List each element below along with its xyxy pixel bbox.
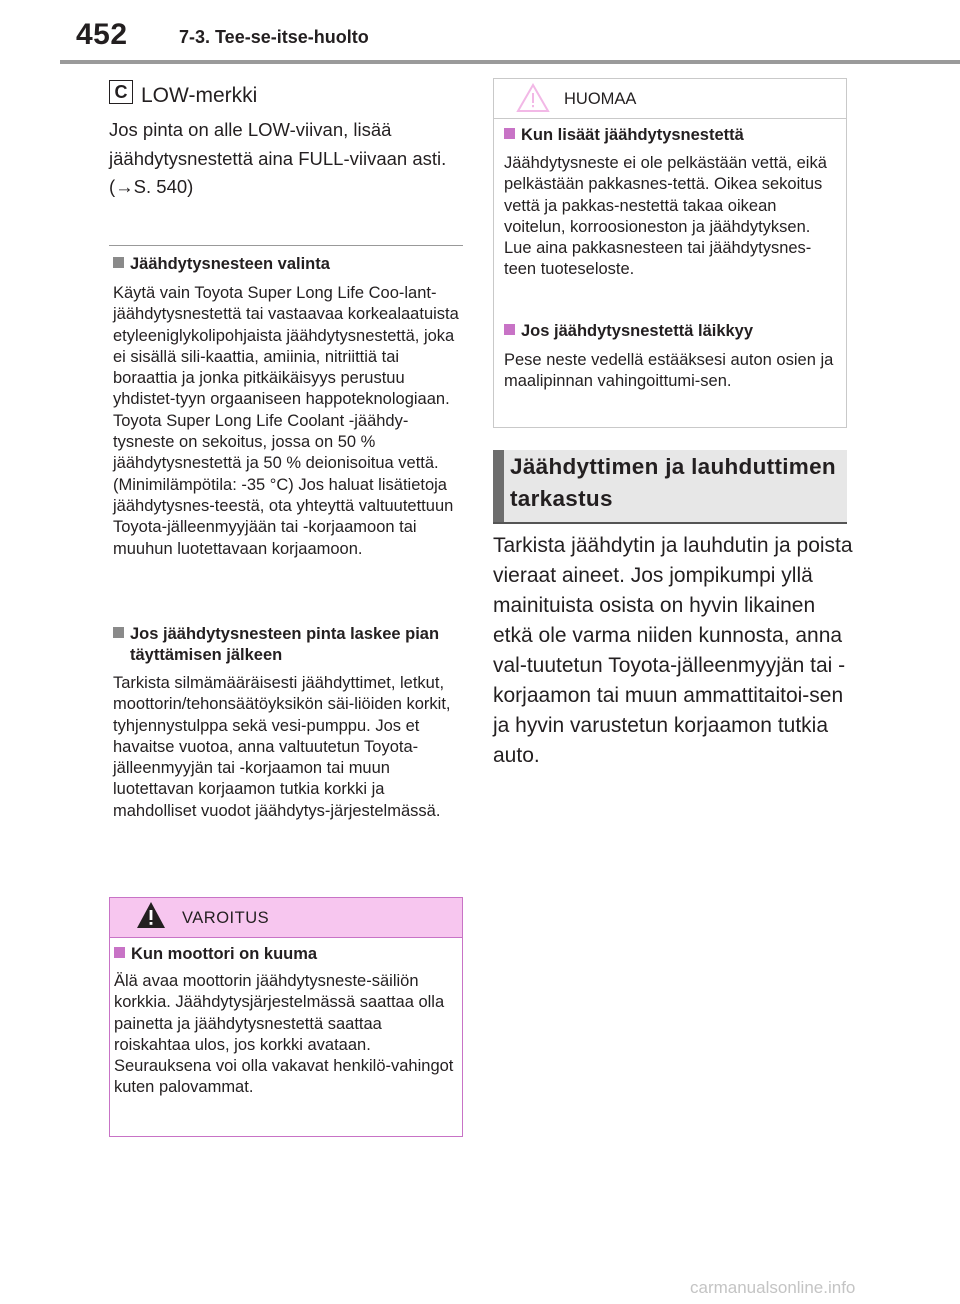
notice-heading-1 <box>504 125 834 146</box>
header-rule <box>60 60 960 64</box>
warning-triangle-icon <box>136 901 166 929</box>
square-bullet-icon <box>504 128 515 139</box>
low-mark-body <box>109 116 469 202</box>
coolant-choice-heading <box>113 254 465 275</box>
marker-c: C <box>109 80 133 104</box>
section-heading-bar <box>493 450 504 522</box>
coolant-drops-body: Tarkista silmämääräisesti jäähdyttimet, letkut, moottorin/tehonsäätöyksikön säi-liöiden korkit, tyhjennystulppa sekä vesi-pumppu. Jos et havaitse vuotoa, anna valtuutetun Toyota-jälleenmyyjän tai -korjaamon tai muun luotettavan korjaamon tutkia korkki ja mahdolliset vuodot jäähdytys-järjestelmässä. <box>113 674 451 820</box>
caution-triangle-icon <box>516 83 550 113</box>
warning-body: Älä avaa moottorin jäähdytysneste-säiliön korkkia. Jäähdytysjärjestelmässä saattaa olla painetta ja jäähdytysnestettä saattaa roiskahtaa ulos, jos korkki avataan. Seurauksena voi olla vakavat henkilö-vahingot kuten palovammat. <box>114 972 454 1097</box>
notice-header <box>494 79 846 119</box>
warning-heading-text: Kun moottori on kuuma <box>131 945 318 963</box>
page-number: 452 <box>76 18 128 51</box>
coolant-choice-body: Käytä vain Toyota Super Long Life Coo-lant- jäähdytysnestettä tai vastaavaa korkealaatuista etyleeniglykolipohjaista jäähdytysnestettä, joka ei sisällä sili-kaattia, amiinia, nitriittiä tai boraattia ja jonka pitkäikäisyys perustuu yhdistet-tyyn orgaaniseen happoteknologiaan. Toyota Super Long Life Coolant -jäähdy-tysneste on sekoitus, jossa on 50 % jäähdytysnestettä ja 50 % deionisoitua vettä. (Minimilämpötila: -35 °C) Jos haluat lisätietoja jäähdytysnes-teestä, ota yhteyttä valtuutettuun Toyota-jälleenmyyjään tai -korjaamoon tai muuhun luotettavaan korjaamoon. <box>113 284 459 558</box>
coolant-drops-heading-text: Jos jäähdytysnesteen pinta laskee pian täyttämisen jälkeen <box>130 625 440 664</box>
coolant-drops-heading <box>113 624 482 666</box>
notice-box <box>493 78 847 428</box>
notice-label: HUOMAA <box>564 90 637 108</box>
divider <box>109 245 463 246</box>
low-mark-title: LOW-merkki <box>141 84 258 107</box>
coolant-choice-heading-text: Jäähdytysnesteen valinta <box>130 255 330 273</box>
section-heading: Jäähdyttimen ja lauhduttimen tarkastus <box>510 454 836 511</box>
warning-header <box>110 898 462 938</box>
warning-heading <box>114 944 454 965</box>
notice-body-1: Jäähdytysneste ei ole pelkästään vettä, eikä pelkästään pakkasnes-tettä. Oikea sekoitus vettä ja pakkas-nestettä takaa oikean voitelun, korroosioneston ja jäähdytyksen. Lue aina pakkasnesteen tai jäähdytysnes-teen tuoteseloste. <box>504 154 827 279</box>
notice-heading-1-text: Kun lisäät jäähdytysnestettä <box>521 126 744 144</box>
warning-box <box>109 897 463 1137</box>
page-reference: (→S. 540) <box>109 176 194 197</box>
section-title: 7-3. Tee-se-itse-huolto <box>179 27 369 47</box>
watermark: carmanualsonline.info <box>690 1278 856 1297</box>
square-bullet-icon <box>113 257 124 268</box>
square-bullet-icon <box>504 324 515 335</box>
section-heading-box <box>493 450 847 524</box>
square-bullet-icon <box>114 947 125 958</box>
notice-body-2: Pese neste vedellä estääksesi auton osien ja maalipinnan vahingoittumi-sen. <box>504 351 834 391</box>
low-mark-text: Jos pinta on alle LOW-viivan, lisää jäähdytysnestettä aina FULL-viivaan asti. <box>109 119 447 169</box>
radiator-section-body: Tarkista jäähdytin ja lauhdutin ja poista vieraat aineet. Jos jompikumpi yllä mainituista osista on hyvin likainen etkä ole varma niiden kunnosta, anna val-tuutetun Toyota-jälleenmyyjän tai -korjaamon tai muun ammattitaitoi-sen ja hyvin varustetun korjaamon tutkia auto. <box>493 534 853 767</box>
square-bullet-icon <box>113 627 124 638</box>
notice-heading-2 <box>504 321 834 342</box>
warning-label: VAROITUS <box>182 909 270 927</box>
notice-heading-2-text: Jos jäähdytysnestettä läikkyy <box>521 322 754 340</box>
